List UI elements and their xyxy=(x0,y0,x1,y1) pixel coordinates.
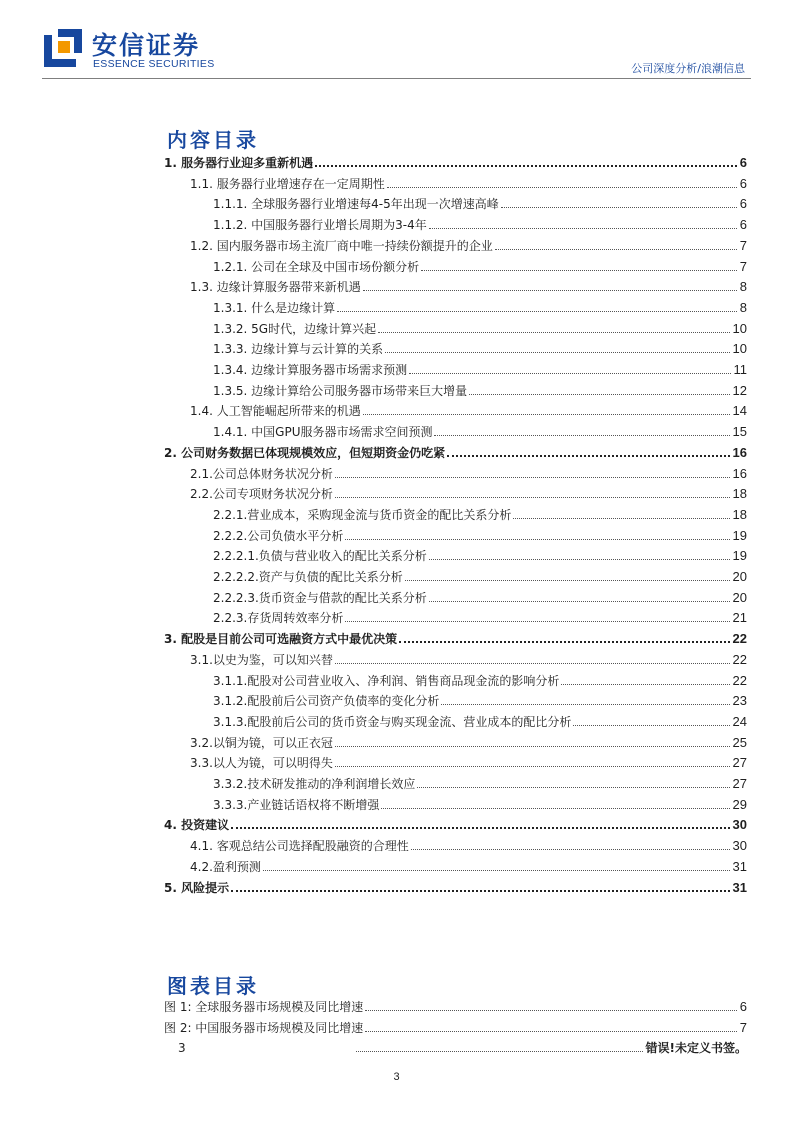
toc-entry-page: 10 xyxy=(732,320,747,336)
toc-entry-label: 4.2.盈利预测 xyxy=(190,859,261,874)
toc-entry-page: 7 xyxy=(739,1019,747,1035)
toc-entry-label: 1.1.2. 中国服务器行业增长周期为3-4年 xyxy=(213,218,427,233)
toc-title: 内容目录 xyxy=(167,128,259,152)
toc-entry[interactable] xyxy=(164,626,747,646)
toc-entry[interactable] xyxy=(164,440,747,460)
dot-leader xyxy=(411,849,730,850)
toc-entry-page: 22 xyxy=(732,651,747,667)
toc-entry[interactable] xyxy=(213,336,747,356)
dot-leader xyxy=(356,1051,643,1052)
dot-leader xyxy=(447,455,729,457)
toc-entry-page: 12 xyxy=(732,382,747,398)
toc-entry-label: 3.3.3.产业链话语权将不断增强 xyxy=(213,797,380,812)
toc-entry-page: 27 xyxy=(732,776,747,791)
toc-entry-label: 2.2.3.存货周转效率分析 xyxy=(213,611,344,626)
dot-leader xyxy=(429,601,730,602)
dot-leader xyxy=(335,663,730,664)
toc-entry-label: 2.1.公司总体财务状况分析 xyxy=(190,466,333,481)
dot-leader xyxy=(378,332,729,333)
toc-entry-page: 23 xyxy=(732,693,747,709)
dot-leader xyxy=(417,787,729,788)
toc-entry-label: 1. 服务器行业迎多重新机遇 xyxy=(164,156,314,170)
dot-leader xyxy=(345,539,729,540)
dot-leader xyxy=(429,559,730,560)
toc-entry-page: 29 xyxy=(732,796,747,812)
dot-leader xyxy=(573,725,729,726)
dot-leader xyxy=(335,746,730,747)
dot-leader xyxy=(363,414,730,415)
toc-entry-page: 18 xyxy=(732,506,747,522)
toc-entry-page: 19 xyxy=(732,548,747,564)
dot-leader xyxy=(231,827,729,829)
dot-leader xyxy=(434,435,729,436)
toc-entry-label: 3.3.以人为镜，可以明得失 xyxy=(190,756,333,771)
toc-entry-page: 25 xyxy=(732,734,747,750)
toc-entry[interactable] xyxy=(213,523,747,543)
toc-entry[interactable] xyxy=(190,461,747,481)
toc-entry-page: 30 xyxy=(732,838,747,854)
toc-entry-label: 2.2.2.1.负债与营业收入的配比关系分析 xyxy=(213,549,427,564)
toc-entry-label: 3.2.以铜为镜，可以正衣冠 xyxy=(190,735,333,750)
toc-entry-label: 1.3.1. 什么是边缘计算 xyxy=(213,300,336,315)
toc-entry-page: 错误!未定义书签。 xyxy=(645,1041,747,1056)
dot-leader xyxy=(335,766,730,767)
toc-entry[interactable] xyxy=(190,481,747,501)
toc-entry-page: 20 xyxy=(732,569,747,584)
dot-leader xyxy=(345,621,729,622)
toc-entry-page: 10 xyxy=(732,341,747,357)
dot-leader xyxy=(513,518,729,519)
toc-entry-label: 3.1.3.配股前后公司的货币资金与购买现金流、营业成本的配比分析 xyxy=(213,714,572,729)
toc-entry[interactable] xyxy=(213,378,747,398)
toc-entry-label: 4.1. 客观总结公司选择配股融资的合理性 xyxy=(190,839,409,854)
toc-entry[interactable] xyxy=(213,543,747,563)
toc-entry[interactable] xyxy=(178,1035,747,1055)
report-tag: 公司深度分析/浪潮信息 xyxy=(631,62,745,75)
figure-list-title: 图表目录 xyxy=(167,974,259,998)
toc-entry-page: 7 xyxy=(739,237,747,253)
dot-leader xyxy=(337,311,737,312)
dot-leader xyxy=(409,373,730,374)
toc-entry-label: 1.4. 人工智能崛起所带来的机遇 xyxy=(190,404,361,419)
toc-entry-label: 5. 风险提示 xyxy=(164,880,230,895)
toc-entry[interactable] xyxy=(190,730,747,750)
toc-entry[interactable] xyxy=(213,771,747,791)
toc-entry[interactable] xyxy=(164,1015,747,1035)
page-header xyxy=(0,0,793,80)
dot-leader xyxy=(495,249,737,250)
toc-entry-label: 2. 公司财务数据已体现规模效应，但短期资金仍吃紧 xyxy=(164,445,446,460)
toc-entry-label: 图 1: 全球服务器市场规模及同比增速 xyxy=(164,1000,364,1014)
toc-entry-label: 图 2: 中国服务器市场规模及同比增速 xyxy=(164,1020,364,1035)
toc-entry-page: 6 xyxy=(739,175,747,191)
dot-leader xyxy=(387,187,737,188)
toc-entry-label: 3 xyxy=(178,1041,186,1056)
toc-entry[interactable] xyxy=(213,502,747,522)
toc-entry[interactable] xyxy=(190,274,747,294)
toc-entry-label: 3.3.2.技术研发推动的净利润增长效应 xyxy=(213,777,416,791)
toc-entry-page: 6 xyxy=(739,217,747,233)
toc-entry-page: 8 xyxy=(739,299,747,315)
toc-entry-page: 31 xyxy=(732,858,747,874)
toc-entry[interactable] xyxy=(213,709,747,729)
toc-entry[interactable] xyxy=(190,233,747,253)
toc-entry[interactable] xyxy=(190,833,747,853)
toc-entry[interactable] xyxy=(213,254,747,274)
toc-entry-page: 19 xyxy=(732,527,747,543)
toc-entry-page: 27 xyxy=(732,755,747,771)
dot-leader xyxy=(501,207,737,208)
dot-leader xyxy=(365,1031,736,1032)
dot-leader xyxy=(421,270,737,271)
toc-entry-page: 20 xyxy=(732,589,747,605)
toc-entry-label: 2.2.公司专项财务状况分析 xyxy=(190,487,333,502)
toc-entry[interactable] xyxy=(164,812,747,832)
toc-entry-label: 3.1.以史为鉴，可以知兴替 xyxy=(190,652,333,667)
toc-entry-label: 1.4.1. 中国GPU服务器市场需求空间预测 xyxy=(213,425,433,440)
toc-entry-page: 6 xyxy=(739,155,747,170)
toc-entry-page: 8 xyxy=(739,279,747,295)
dot-leader xyxy=(263,870,730,871)
toc-entry-page: 24 xyxy=(732,713,747,729)
toc-entry-label: 3. 配股是目前公司可选融资方式中最优决策 xyxy=(164,632,398,647)
toc-entry[interactable] xyxy=(213,295,747,315)
dot-leader xyxy=(429,228,737,229)
toc-entry[interactable] xyxy=(190,750,747,770)
toc-entry-page: 22 xyxy=(732,672,747,688)
dot-leader xyxy=(441,704,729,705)
toc-entry-label: 1.3.5. 边缘计算给公司服务器市场带来巨大增量 xyxy=(213,383,468,398)
toc-entry[interactable] xyxy=(190,854,747,874)
toc-entry[interactable] xyxy=(213,688,747,708)
toc-entry-page: 11 xyxy=(733,362,747,377)
toc-entry[interactable] xyxy=(213,605,747,625)
toc-entry-label: 1.2.1. 公司在全球及中国市场份额分析 xyxy=(213,259,420,274)
toc-entry-label: 1.3.3. 边缘计算与云计算的关系 xyxy=(213,342,384,357)
dot-leader xyxy=(405,580,730,581)
toc-entry-page: 16 xyxy=(732,444,747,460)
toc-entry-page: 22 xyxy=(732,631,747,647)
toc-entry[interactable] xyxy=(213,668,747,688)
toc-entry-page: 6 xyxy=(739,196,747,212)
toc-entry-label: 1.3.2. 5G时代，边缘计算兴起 xyxy=(213,321,377,336)
toc-entry-label: 4. 投资建议 xyxy=(164,818,230,833)
logo-chinese-name: 安信证券 xyxy=(92,31,201,60)
toc-entry-label: 2.2.2.2.资产与负债的配比关系分析 xyxy=(213,570,403,584)
toc-entry-label: 2.2.1.营业成本，采购现金流与货币资金的配比关系分析 xyxy=(213,507,512,522)
toc-entry[interactable] xyxy=(190,171,747,191)
toc-entry-label: 1.3.4. 边缘计算服务器市场需求预测 xyxy=(213,363,408,377)
dot-leader xyxy=(385,352,729,353)
header-divider xyxy=(42,78,751,79)
toc-entry[interactable] xyxy=(213,419,747,439)
dot-leader xyxy=(335,477,730,478)
toc-entry-page: 18 xyxy=(732,486,747,502)
toc-entry[interactable] xyxy=(213,792,747,812)
toc-entry-label: 2.2.2.3.货币资金与借款的配比关系分析 xyxy=(213,590,427,605)
logo-english-name: ESSENCE SECURITIES xyxy=(93,58,215,70)
dot-leader xyxy=(561,684,729,685)
toc-entry-label: 1.1. 服务器行业增速存在一定周期性 xyxy=(190,176,385,191)
toc-entry[interactable] xyxy=(164,150,747,170)
dot-leader xyxy=(365,1010,736,1011)
toc-entry[interactable] xyxy=(164,994,747,1014)
toc-entry[interactable] xyxy=(213,357,747,377)
toc-entry-page: 31 xyxy=(732,879,747,895)
toc-entry-page: 21 xyxy=(732,610,747,626)
toc-entry-page: 6 xyxy=(739,999,747,1014)
toc-entry[interactable] xyxy=(213,585,747,605)
toc-entry[interactable] xyxy=(190,647,747,667)
toc-entry[interactable] xyxy=(213,212,747,232)
toc-entry-label: 1.2. 国内服务器市场主流厂商中唯一持续份额提升的企业 xyxy=(190,238,493,253)
toc-entry-page: 14 xyxy=(732,403,747,419)
toc-entry[interactable] xyxy=(213,316,747,336)
dot-leader xyxy=(363,290,737,291)
toc-entry[interactable] xyxy=(190,398,747,418)
toc-entry-label: 1.3. 边缘计算服务器带来新机遇 xyxy=(190,280,361,295)
dot-leader xyxy=(335,497,730,498)
essence-logo-icon xyxy=(42,27,84,69)
toc-entry[interactable] xyxy=(164,875,747,895)
dot-leader xyxy=(381,808,729,809)
toc-entry-label: 2.2.2.公司负债水平分析 xyxy=(213,528,344,543)
toc-entry-page: 16 xyxy=(732,465,747,481)
toc-entry-label: 1.1.1. 全球服务器行业增速每4-5年出现一次增速高峰 xyxy=(213,197,499,212)
dot-leader xyxy=(399,641,729,643)
page-number: 3 xyxy=(393,1071,400,1083)
toc-entry-page: 7 xyxy=(739,258,747,274)
dot-leader xyxy=(231,890,729,892)
toc-entry[interactable] xyxy=(213,564,747,584)
dot-leader xyxy=(469,394,729,395)
toc-entry-page: 15 xyxy=(732,424,747,440)
toc-entry-label: 3.1.2.配股前后公司资产负债率的变化分析 xyxy=(213,694,440,709)
toc-entry-page: 30 xyxy=(732,817,747,833)
toc-entry[interactable] xyxy=(213,191,747,211)
dot-leader xyxy=(315,165,737,167)
toc-entry-label: 3.1.1.配股对公司营业收入、净利润、销售商品现金流的影响分析 xyxy=(213,673,560,688)
